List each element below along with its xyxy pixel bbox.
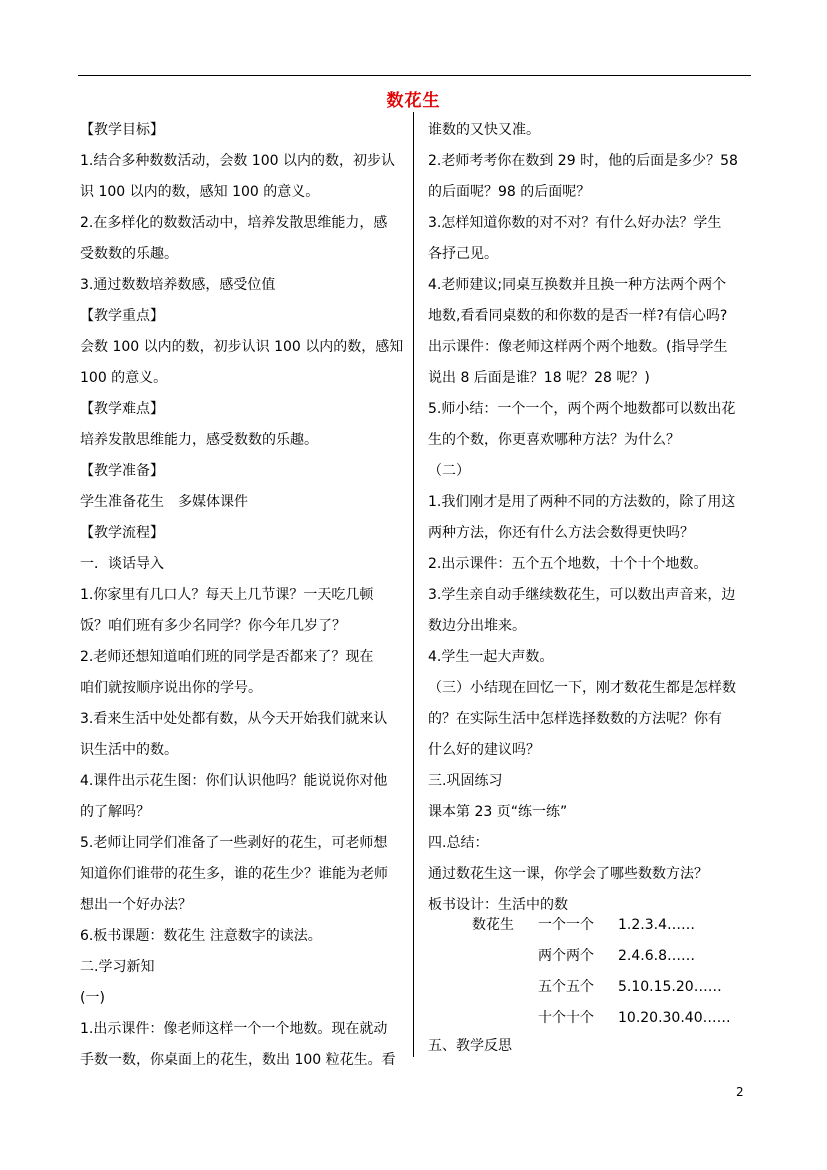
text-line: 6.板书课题：数花生 注意数字的读法。 [80,928,322,944]
text-line: 【教学重点】 [80,308,164,324]
board-row [428,1003,754,1034]
text-line: 学生准备花生 多媒体课件 [80,494,248,510]
text-line: 【教学目标】 [80,122,164,138]
text-line: 一．谈话导入 [80,556,164,572]
text-line: 3.看来生活中处处都有数，从今天开始我们就来认 [80,711,388,727]
text-line: 2.在多样化的数数活动中，培养发散思维能力，感 [80,215,388,231]
text-line: 三.巩固练习 [428,773,503,789]
text-line: 3.通过数数培养数感，感受位值 [80,277,276,293]
document-title: 数花生 [386,91,441,111]
text-line: 识生活中的数。 [80,742,178,758]
board-way: 两个两个 [538,948,594,964]
left-column [80,115,406,1076]
text-line: 地数,看看同桌数的和你数的是否一样?有信心吗? [428,308,728,324]
board-row [428,941,754,972]
text-line: 1.你家里有几口人？每天上几节课？一天吃几顿 [80,587,374,603]
board-way: 五个五个 [538,979,594,995]
text-line: 饭？咱们班有多少名同学？你今年几岁了？ [80,618,346,634]
text-line: 1.出示课件：像老师这样一个一个地数。现在就动 [80,1021,388,1037]
board-sequence: 10.20.30.40…… [618,1010,731,1026]
text-line: 咱们就按顺序说出你的学号。 [80,680,262,696]
board-sequence: 5.10.15.20…… [618,979,722,995]
board-design [428,910,754,1034]
text-line: 知道你们谁带的花生多，谁的花生少？谁能为老师 [80,866,388,882]
board-row [428,972,754,1003]
text-line: 2.老师还想知道咱们班的同学是否都来了？现在 [80,649,374,665]
page-number: 2 [736,1085,744,1099]
board-key: 数花生 [472,917,514,933]
text-line: 谁数的又快又准。 [428,122,540,138]
text-line: 5.老师让同学们准备了一些剥好的花生，可老师想 [80,835,388,851]
text-line: 3.怎样知道你数的对不对？有什么好办法？学生 [428,215,722,231]
text-line: 数边分出堆来。 [428,618,526,634]
header-rule [78,75,751,76]
text-line: 手数一数，你桌面上的花生，数出 100 粒花生。看 [80,1052,396,1068]
text-line: 四.总结： [428,835,489,851]
text-line: 【教学准备】 [80,463,164,479]
text-line: 4.老师建议;同桌互换数并且换一种方法两个两个 [428,277,727,293]
text-line: 3.学生亲自动手继续数花生，可以数出声音来，边 [428,587,736,603]
text-line: 通过数花生这一课，你学会了哪些数数方法？ [428,866,708,882]
text-line: 100 的意义。 [80,370,168,386]
text-line: 1.我们刚才是用了两种不同的方法数的，除了用这 [428,494,736,510]
text-line: 【教学流程】 [80,525,164,541]
text-line: 1.结合多种数数活动，会数 100 以内的数，初步认 [80,153,395,169]
text-line: 4.课件出示花生图：你们认识他吗？能说说你对他 [80,773,388,789]
text-line: 培养发散思维能力，感受数数的乐趣。 [80,432,318,448]
text-line: 的了解吗？ [80,804,150,820]
text-line: 受数数的乐趣。 [80,246,178,262]
text-line: 会数 100 以内的数，初步认识 100 以内的数，感知 [80,339,404,355]
board-way: 十个十个 [538,1010,594,1026]
reflection-heading: 五、教学反思 [428,1038,512,1054]
board-row [428,910,754,941]
column-divider [413,112,414,1057]
text-line: 想出一个好办法？ [80,897,192,913]
text-line: 两种方法，你还有什么方法会数得更快吗？ [428,525,694,541]
board-sequence: 1.2.3.4…… [618,917,695,933]
text-line: （二） [428,463,470,479]
text-line: 出示课件：像老师这样两个两个地数。(指导学生 [428,339,728,355]
text-line: 2.出示课件：五个五个地数，十个十个地数。 [428,556,708,572]
text-line: 的后面呢？98 的后面呢？ [428,184,591,200]
text-line: 板书设计：生活中的数 [428,897,568,913]
text-line: 识 100 以内的数，感知 100 的意义。 [80,184,320,200]
text-line: （三）小结现在回忆一下，刚才数花生都是怎样数 [428,680,736,696]
text-line: (一) [80,990,105,1006]
board-sequence: 2.4.6.8…… [618,948,695,964]
text-line: 2.老师考考你在数到 29 时，他的后面是多少？58 [428,153,738,169]
right-column [428,115,754,921]
text-line: 5.师小结：一个一个，两个两个地数都可以数出花 [428,401,736,417]
text-line: 什么好的建议吗？ [428,742,540,758]
text-line: 【教学难点】 [80,401,164,417]
text-line: 二.学习新知 [80,959,155,975]
board-way: 一个一个 [538,917,594,933]
text-line: 课本第 23 页“练一练” [428,804,568,820]
text-line: 各抒己见。 [428,246,498,262]
text-line: 生的个数，你更喜欢哪种方法？为什么？ [428,432,680,448]
text-line: 说出 8 后面是谁？18 呢？28 呢？) [428,370,650,386]
text-line: 4.学生一起大声数。 [428,649,554,665]
text-line: 的？在实际生活中怎样选择数数的方法呢？你有 [428,711,722,727]
